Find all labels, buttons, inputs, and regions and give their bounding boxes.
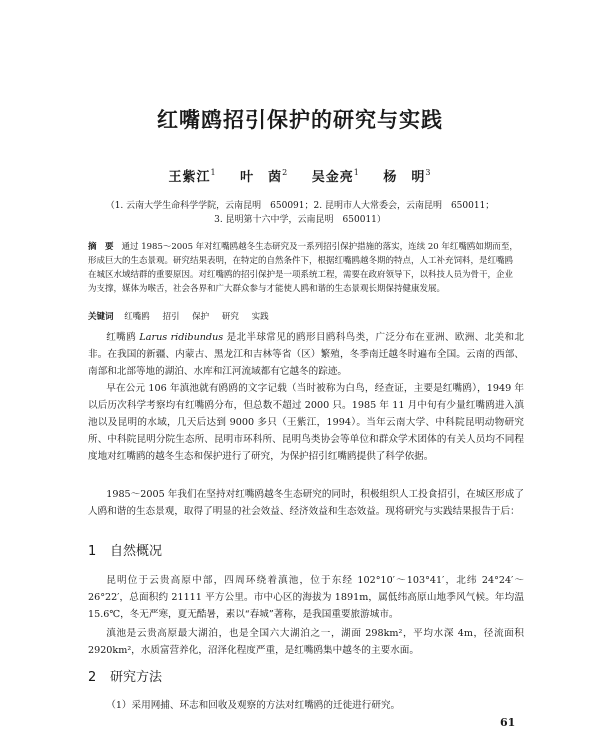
abstract-text: 通过 1985～2005 年对红嘴鸥越冬生态研究及一系列招引保护措施的落实，连续 20 年红嘴鸥如期而至，形成巨大的生态景观。研究结果表明，在特定的自然条件下，根据红嘴鸥越冬期的特点，人工补充饲料，是红嘴鸥在城区水域结群的重要原因。对红嘴鸥的招引保护是一项系统工程，需要在政府领导下，以科技人员为骨干，企业为支撑，媒体为喉舌，社会各界和广大群众参与才能使人鸥和谐的生态景观长期保持健康发展。 bbox=[88, 242, 518, 294]
author-affiliation-mark: 3 bbox=[425, 168, 432, 177]
author-affiliation-mark: 1 bbox=[353, 168, 360, 177]
intro-paragraph-1 bbox=[88, 329, 524, 380]
intro-text: 是北半球常见的鸥形目鸥科鸟类，广泛分布在亚洲、欧洲、北美和北非。在我国的新疆、内蒙古、黑龙江和吉林等省（区）繁殖，冬季南迁越冬时遍布全国。云南的西部、南部和北部等地的湖泊、水库和江河流域都有它越冬的踪迹。 bbox=[88, 332, 524, 377]
author-affiliation-mark: 1 bbox=[210, 168, 217, 177]
section-heading-2 bbox=[88, 666, 162, 685]
author-name: 叶 茵 bbox=[240, 170, 283, 185]
intro-text: 红嘴鸥 bbox=[106, 332, 140, 343]
section1-paragraph-1: 昆明位于云贵高原中部，四周环绕着滇池，位于东经 102°10′～103°41′，北纬 24°24′～26°22′，总面积约 21111 平方公里。市中心区的海拔为 1891m，属低纬高原山地季风气候。年均温 15.6℃，冬无严寒，夏无酷暑，素以“春城”著称，是我国重要旅游城市。 bbox=[88, 575, 524, 620]
intro-paragraph-3: 1985～2005 年我们在坚持对红嘴鸥越冬生态研究的同时，积极组织人工投食招引，在城区形成了人鸥和谐的生态景观，取得了明显的社会效益、经济效益和生态效益。现将研究与实践结果报告于后： bbox=[88, 489, 524, 517]
keyword: 研究 bbox=[221, 312, 239, 322]
author-name: 王紫江 bbox=[168, 170, 211, 185]
abstract bbox=[88, 240, 518, 296]
author-list bbox=[0, 166, 600, 185]
abstract-label: 摘 要 bbox=[88, 242, 114, 252]
section2-paragraph-1: （1）采用网捕、环志和回收及观察的方法对红嘴鸥的迁徙进行研究。 bbox=[106, 700, 401, 711]
author-name: 吴金亮 bbox=[311, 170, 354, 185]
intro-paragraph-2: 早在公元 106 年滇池就有鸥鸥的文字记载（当时被称为白鸟，经查证，主要是红嘴鸥），1949 年以后历次科学考察均有红嘴鸥分布，但总数不超过 2000 只。1985 年 11 月中旬有少量红嘴鸥进入滇池以及昆明的水域，几天后达到 9000 多只（王紫江，1994）。当年云南大学、中科院昆明动物研究所、中科院昆明分院生态所、昆明市环科所、昆明鸟类协会等单位和群众学术团体的有关人员均不同程度地对红嘴鸥的越冬生态和保护进行了研究，为保护招引红嘴鸥提供了科学依据。 bbox=[88, 383, 524, 462]
page-number: 61 bbox=[500, 716, 516, 729]
section-title: 自然概况 bbox=[110, 544, 163, 559]
keyword: 红嘴鸥 bbox=[124, 312, 150, 322]
section-number: 2 bbox=[88, 670, 97, 685]
section-title: 研究方法 bbox=[110, 670, 163, 685]
keywords bbox=[88, 310, 518, 322]
keyword: 招引 bbox=[162, 312, 180, 322]
section-number: 1 bbox=[88, 544, 97, 559]
author-name: 杨 明 bbox=[383, 170, 426, 185]
latin-species-name: Larus ridibundus bbox=[139, 332, 224, 343]
section-heading-1 bbox=[88, 540, 162, 559]
affiliation-line-1: （1. 云南大学生命科学学院，云南昆明 650091；2. 昆明市人大常委会，云南昆明 650011； bbox=[105, 201, 495, 211]
keyword: 保护 bbox=[192, 312, 210, 322]
section1-paragraph-2: 滇池是云贵高原最大湖泊，也是全国六大湖泊之一，湖面 298km²，平均水深 4m，径流面积 2920km²，水质富营养化，沼泽化程度严重，是红嘴鸥集中越冬的主要水面。 bbox=[88, 628, 524, 656]
keywords-label: 关键词 bbox=[88, 312, 114, 322]
author-affiliation-mark: 2 bbox=[282, 168, 289, 177]
keyword: 实践 bbox=[251, 312, 269, 322]
affiliation-line-2: 3. 昆明第十六中学，云南昆明 650011） bbox=[214, 215, 386, 225]
paper-title: 红嘴鸥招引保护的研究与实践 bbox=[157, 107, 443, 132]
